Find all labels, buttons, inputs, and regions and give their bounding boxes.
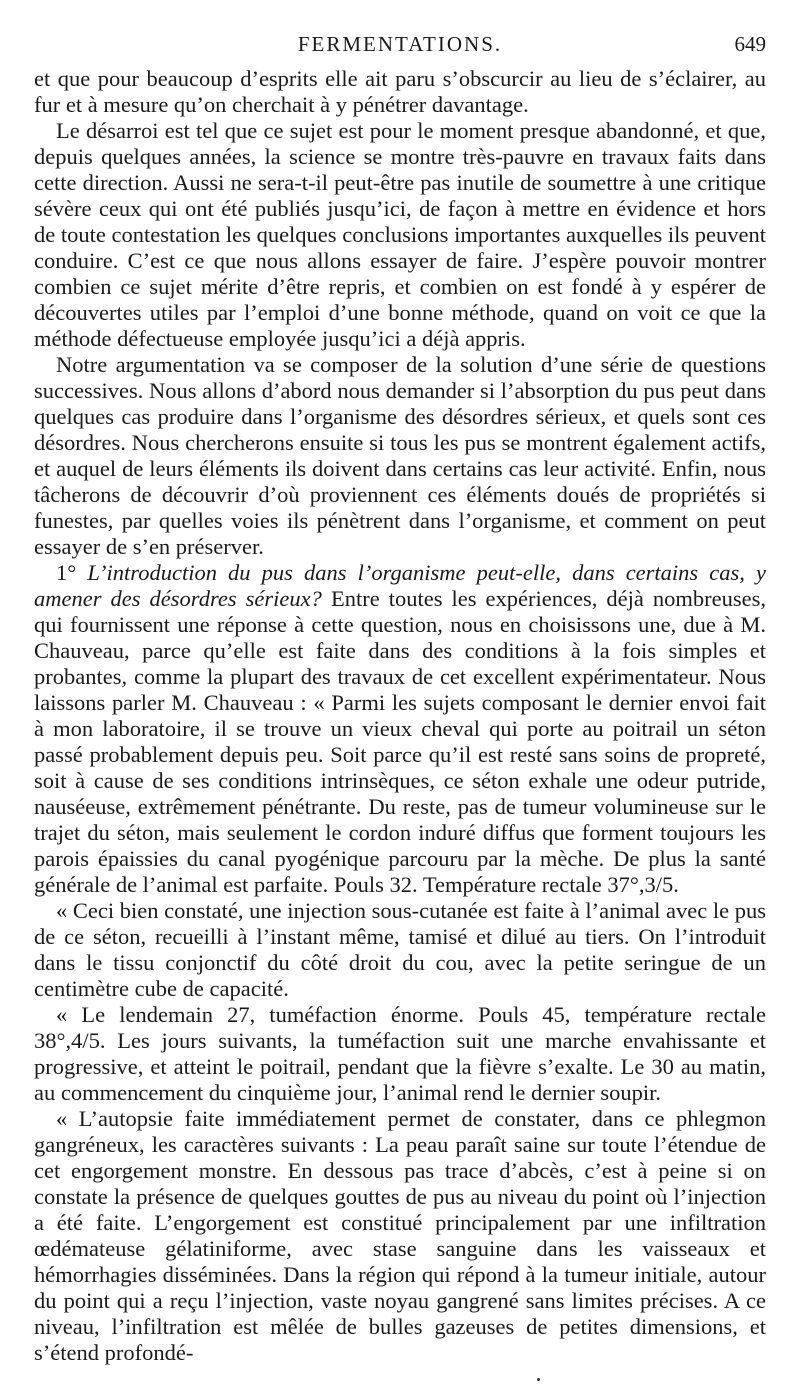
paragraph-continuation: et que pour beaucoup d’esprits elle ait paru s’obscurcir au lieu de s’éclairer, au fur et à mesure qu’on cherchait à y pénétrer davantage.	[34, 66, 766, 117]
paragraph: Notre argumentation va se composer de la solution d’une série de questions successives. Nous allons d’abord nous demander si l’absorption du pus peut dans quelques cas produire dans l’organisme des désordres sérieux, et quels sont ces désordres. Nous chercherons ensuite si tous les pus se montrent également actifs, et auquel de leurs éléments ils doivent dans certains cas leur activité. Enfin, nous tâcherons de découvrir d’où proviennent ces éléments doués de propriétés si funestes, par quelles voies ils pénètrent dans l’organisme, et comment on peut essayer de s’en préserver.	[34, 352, 766, 559]
question-number: 1°	[56, 560, 77, 585]
printer-mark	[537, 1378, 540, 1381]
running-title: FERMENTATIONS.	[297, 32, 503, 56]
paragraph-quote: « Ceci bien constaté, une injection sous-cutanée est faite à l’animal avec le pus de ce séton, recueilli à l’instant même, tamisé et dilué au tiers. On l’introduit dans le tissu conjonctif du côté droit du cou, avec la petite seringue de un centimètre cube de capacité.	[34, 898, 766, 1001]
paragraph: Le désarroi est tel que ce sujet est pour le moment presque abandonné, et que, depuis quelques années, la science se montre très-pauvre en travaux faits dans cette direction. Aussi ne sera-t-il peut-être pas inutile de soumettre à une critique sévère ceux qui ont été publiés jusqu’ici, de façon à mettre en évidence et hors de toute contestation les quelques conclusions importantes auxquelles ils peuvent conduire. C’est ce que nous allons essayer de faire. J’espère pouvoir montrer combien ce sujet mérite d’être repris, et combien on est fondé à y espérer de découvertes utiles par l’emploi d’une bonne méthode, quand on voit ce que la méthode défectueuse employée jusqu’ici a déjà appris.	[34, 118, 766, 351]
paragraph-quote: « Le lendemain 27, tuméfaction énorme. Pouls 45, température rectale 38°,4/5. Les jours suivants, la tuméfaction suit une marche envahissante et progressive, et atteint le poitrail, pendant que la fièvre s’exalte. Le 30 au matin, au commencement du cinquième jour, l’animal rend le dernier soupir.	[34, 1002, 766, 1105]
page-header	[34, 30, 766, 58]
page-number: 649	[734, 32, 766, 56]
paragraph-quote: « L’autopsie faite immédiatement permet de constater, dans ce phlegmon gangréneux, les caractères suivants : La peau paraît saine sur toute l’étendue de cet engorgement monstre. En dessous pas trace d’abcès, c’est à peine si on constate la présence de quelques gouttes de pus au niveau du point où l’injection a été faite. L’engorgement est constitué principalement par une infiltration œdémateuse gélatiniforme, avec stase sanguine dans les vaisseaux et hémorrhagies disséminées. Dans la région qui répond à la tumeur initiale, autour du point qui a reçu l’injection, vaste noyau gangrené sans limites précises. A ce niveau, l’infiltration est mêlée de bulles gazeuses de petites dimensions, et s’étend profondé-	[34, 1106, 766, 1365]
body-text	[34, 66, 766, 1366]
paragraph-body: Entre toutes les expériences, déjà nombreuses, qui fournissent une réponse à cette question, nous en choisissons une, due à M. Chauveau, parce qu’elle est faite dans des conditions à la fois simples et probantes, comme la plupart des travaux de cet excellent expérimentateur. Nous laissons parler M. Chauveau : « Parmi les sujets composant le dernier envoi fait à mon laboratoire, il se trouve un vieux cheval qui porte au poitrail un séton passé probablement depuis peu. Soit parce qu’il est resté sans soins de propreté, soit à cause de ses conditions intrinsèques, ce séton exhale une odeur putride, nauséeuse, extrêmement pénétrante. Du reste, pas de tumeur volumineuse sur le trajet du séton, mais seulement le cordon induré diffus que forment toujours les parois épaissies du canal pyogénique parcouru par la mèche. De plus la santé générale de l’animal est parfaite. Pouls 32. Température rectale 37°,3/5.	[34, 586, 767, 897]
question-heading: L’introduction du pus dans l’organisme peut-elle, dans certains cas, y amener des désordres sérieux?	[34, 560, 766, 611]
paragraph-question-1	[34, 560, 766, 898]
